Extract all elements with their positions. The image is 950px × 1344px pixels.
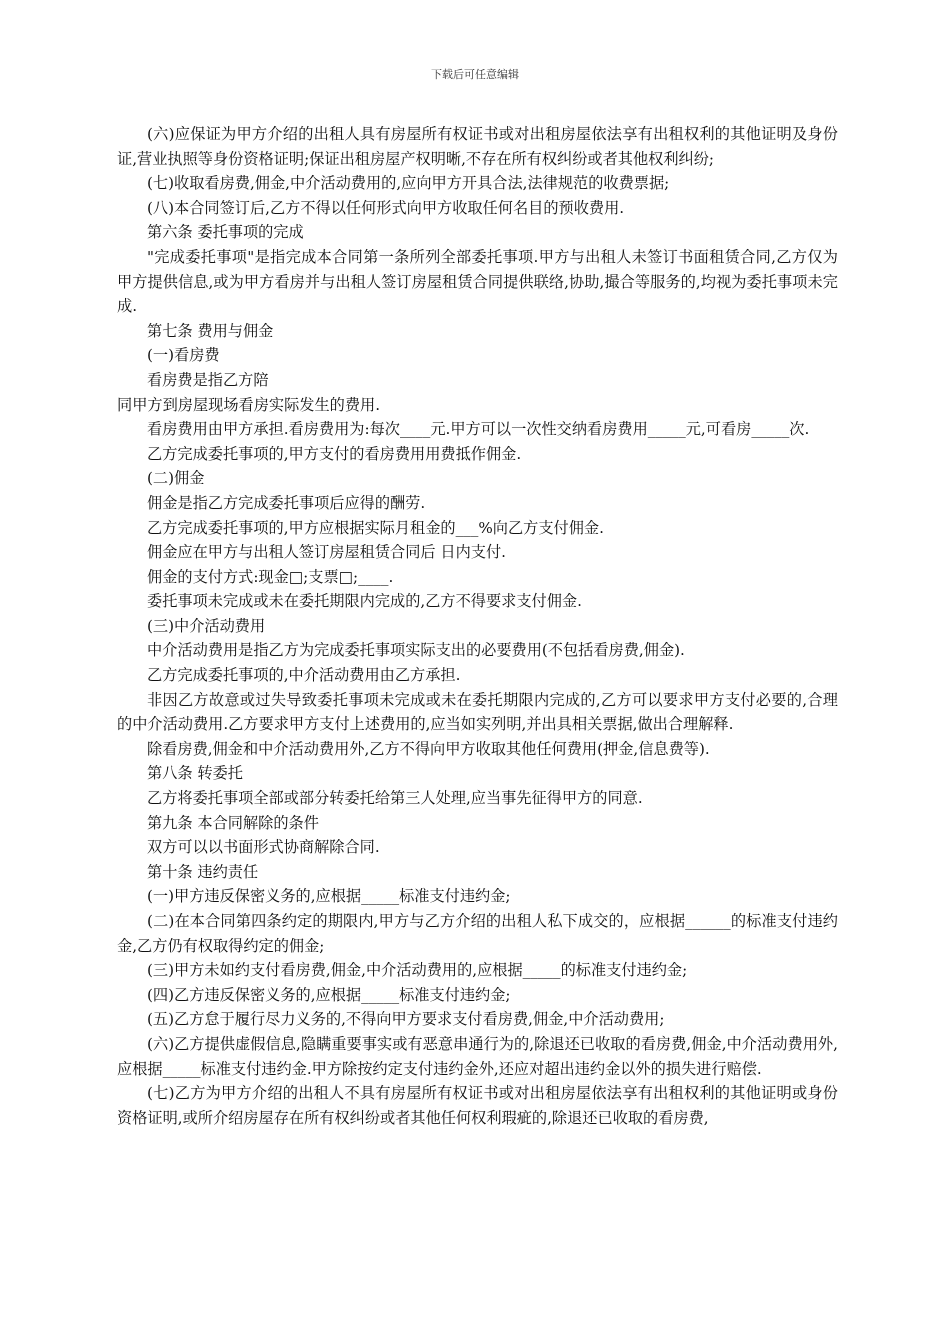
paragraph: 乙方完成委托事项的,甲方支付的看房费用用费抵作佣金.: [147, 444, 522, 463]
paragraph: (二)在本合同第四条约定的期限内,甲方与乙方介绍的出租人私下成交的，应根据______的标准支付违约金,乙方仍有权取得约定的佣金;: [117, 912, 838, 955]
paragraph: 双方可以以书面形式协商解除合同.: [147, 838, 380, 857]
section-heading: 第十条 违约责任: [147, 862, 259, 881]
paragraph: (一)甲方违反保密义务的,应根据_____标准支付违约金;: [147, 887, 511, 906]
paragraph: 除看房费,佣金和中介活动费用外,乙方不得向甲方收取其他任何费用(押金,信息费等).: [147, 739, 710, 758]
paragraph: 佣金是指乙方完成委托事项后应得的酬劳.: [147, 493, 426, 512]
paragraph: 委托事项未完成或未在委托期限内完成的,乙方不得要求支付佣金.: [147, 592, 582, 611]
paragraph: (一)看房费: [147, 346, 220, 365]
paragraph: 非因乙方故意或过失导致委托事项未完成或未在委托期限内完成的,乙方可以要求甲方支付必要的,合理的中介活动费用.乙方要求甲方支付上述费用的,应当如实列明,并出具相关票据,做出合理解释.: [117, 690, 838, 734]
paragraph: (四)乙方违反保密义务的,应根据_____标准支付违约金;: [147, 985, 511, 1004]
section-heading: 第八条 转委托: [147, 764, 243, 783]
paragraph: 看房费是指乙方陪: [147, 370, 269, 389]
paragraph: 乙方完成委托事项的,甲方应根据实际月租金的___%向乙方支付佣金.: [147, 518, 604, 537]
paragraph: (七)收取看房费,佣金,中介活动费用的,应向甲方开具合法,法律规范的收费票据;: [147, 174, 670, 193]
paragraph: "完成委托事项"是指完成本合同第一条所列全部委托事项.甲方与出租人未签订书面租赁合同,乙方仅为甲方提供信息,或为甲方看房并与出租人签订房屋租赁合同提供联络,协助,撮合等服务的,均视为委托事项未完成.: [117, 247, 838, 316]
section-heading: 第九条 本合同解除的条件: [147, 813, 319, 832]
paragraph: (七)乙方为甲方介绍的出租人不具有房屋所有权证书或对出租房屋依法享有出租权利的其他证明或身份资格证明,或所介绍房屋存在所有权纠纷或者其他任何权利瑕疵的,除退还已收取的看房费,: [117, 1084, 838, 1127]
paragraph: 佣金的支付方式:现金□;支票□;____.: [147, 567, 394, 586]
paragraph: (六)应保证为甲方介绍的出租人具有房屋所有权证书或对出租房屋依法享有出租权利的其他证明及身份证,营业执照等身份资格证明;保证出租房屋产权明晰,不存在所有权纠纷或者其他权利纠纷;: [117, 125, 838, 168]
paragraph: 看房费用由甲方承担.看房费用为:每次____元.甲方可以一次性交纳看房费用_____元,可看房_____次.: [147, 420, 810, 439]
page-header: 下载后可任意编辑: [431, 68, 519, 81]
paragraph: 中介活动费用是指乙方为完成委托事项实际支出的必要费用(不包括看房费,佣金).: [147, 641, 685, 660]
paragraph: 乙方将委托事项全部或部分转委托给第三人处理,应当事先征得甲方的同意.: [147, 789, 643, 808]
paragraph: (三)甲方未如约支付看房费,佣金,中介活动费用的,应根据_____的标准支付违约金;: [147, 961, 688, 980]
paragraph: 佣金应在甲方与出租人签订房屋租赁合同后 日内支付.: [147, 543, 506, 562]
paragraph: 乙方完成委托事项的,中介活动费用由乙方承担.: [147, 666, 461, 685]
section-heading: 第七条 费用与佣金: [147, 321, 274, 340]
section-heading: 第六条 委托事项的完成: [147, 223, 304, 242]
paragraph: (二)佣金: [147, 469, 205, 488]
paragraph: (三)中介活动费用: [147, 616, 266, 635]
paragraph: 同甲方到房屋现场看房实际发生的费用.: [117, 395, 381, 414]
document-body: [117, 122, 838, 1130]
paragraph: (八)本合同签订后,乙方不得以任何形式向甲方收取任何名目的预收费用.: [147, 198, 625, 217]
paragraph: (五)乙方怠于履行尽力义务的,不得向甲方要求支付看房费,佣金,中介活动费用;: [147, 1010, 665, 1029]
paragraph: (六)乙方提供虚假信息,隐瞒重要事实或有恶意串通行为的,除退还已收取的看房费,佣金,中介活动费用外,应根据_____标准支付违约金.甲方除按约定支付违约金外,还应对超出违约金以外的损失进行赔偿.: [117, 1034, 838, 1078]
